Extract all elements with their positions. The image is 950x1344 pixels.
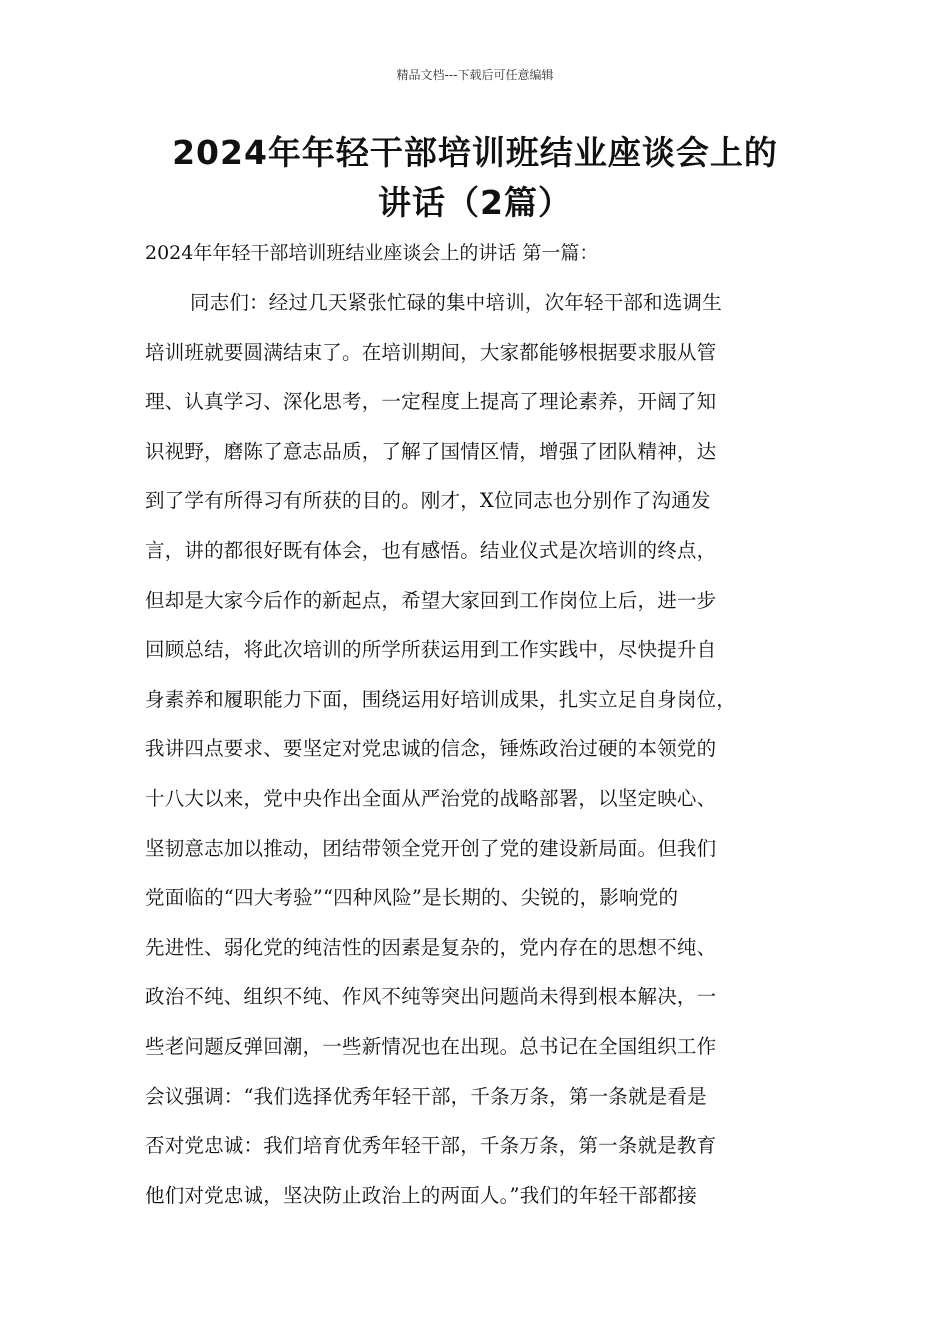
document-title xyxy=(120,128,830,228)
paragraph-line: 坚韧意志加以推动，团结带领全党开创了党的建设新局面。但我们 xyxy=(145,836,717,860)
paragraph-line: 同志们：经过几天紧张忙碌的集中培训，次年轻干部和选调生 xyxy=(190,291,722,314)
paragraph-line: 理、认真学习、深化思考，一定程度上提高了理论素养，开阔了知 xyxy=(145,390,717,414)
paragraph-line: 十八大以来，党中央作出全面从严治党的战略部署，以坚定映心、 xyxy=(145,786,717,810)
paragraph-line: 但却是大家今后作的新起点，希望大家回到工作岗位上后，进一步 xyxy=(145,588,717,612)
paragraph-line: 言，讲的都很好既有体会，也有感悟。结业仪式是次培训的终点， xyxy=(145,538,717,562)
paragraph-line: 会议强调：“我们选择优秀年轻干部，千条万条，第一条就是看是 xyxy=(145,1084,707,1108)
paragraph-line: 先进性、弱化党的纯洁性的因素是复杂的，党内存在的思想不纯、 xyxy=(145,935,717,959)
body-text xyxy=(145,283,825,1225)
paragraph-line: 些老问题反弹回潮，一些新情况也在出现。总书记在全国组织工作 xyxy=(145,1034,717,1058)
paragraph-line: 回顾总结，将此次培训的所学所获运用到工作实践中，尽快提升自 xyxy=(145,638,717,662)
paragraph-line: 党面临的“四大考验”“四种风险”是长期的、尖锐的，影响党的 xyxy=(145,886,679,910)
paragraph-line: 他们对党忠诚，坚决防止政治上的两面人。”我们的年轻干部都接 xyxy=(145,1183,698,1207)
title-line-1: 2024年年轻干部培训班结业座谈会上的 xyxy=(172,133,778,172)
paragraph-line: 身素养和履职能力下面，围绕运用好培训成果，扎实立足自身岗位， xyxy=(145,687,737,711)
paragraph-line: 培训班就要圆满结束了。在培训期间，大家都能够根据要求服从管 xyxy=(145,340,717,364)
header-note: 精品文档---下载后可任意编辑 xyxy=(396,68,554,82)
paragraph-line: 到了学有所得习有所获的目的。刚才，X位同志也分别作了沟通发 xyxy=(145,489,711,513)
paragraph-line: 否对党忠诚：我们培育优秀年轻干部，千条万条，第一条就是教育 xyxy=(145,1134,717,1158)
paragraph-line: 政治不纯、组织不纯、作风不纯等突出问题尚未得到根本解决，一 xyxy=(145,985,717,1009)
paragraph-line: 我讲四点要求、要坚定对党忠诚的信念，锤炼政治过硬的本领党的 xyxy=(145,737,717,761)
paragraph-line: 识视野，磨陈了意志品质，了解了国情区情，增强了团队精神，达 xyxy=(145,439,717,463)
title-line-2: 讲话（2篇） xyxy=(378,183,572,222)
section-subtitle: 2024年年轻干部培训班结业座谈会上的讲话 第一篇： xyxy=(145,242,599,264)
